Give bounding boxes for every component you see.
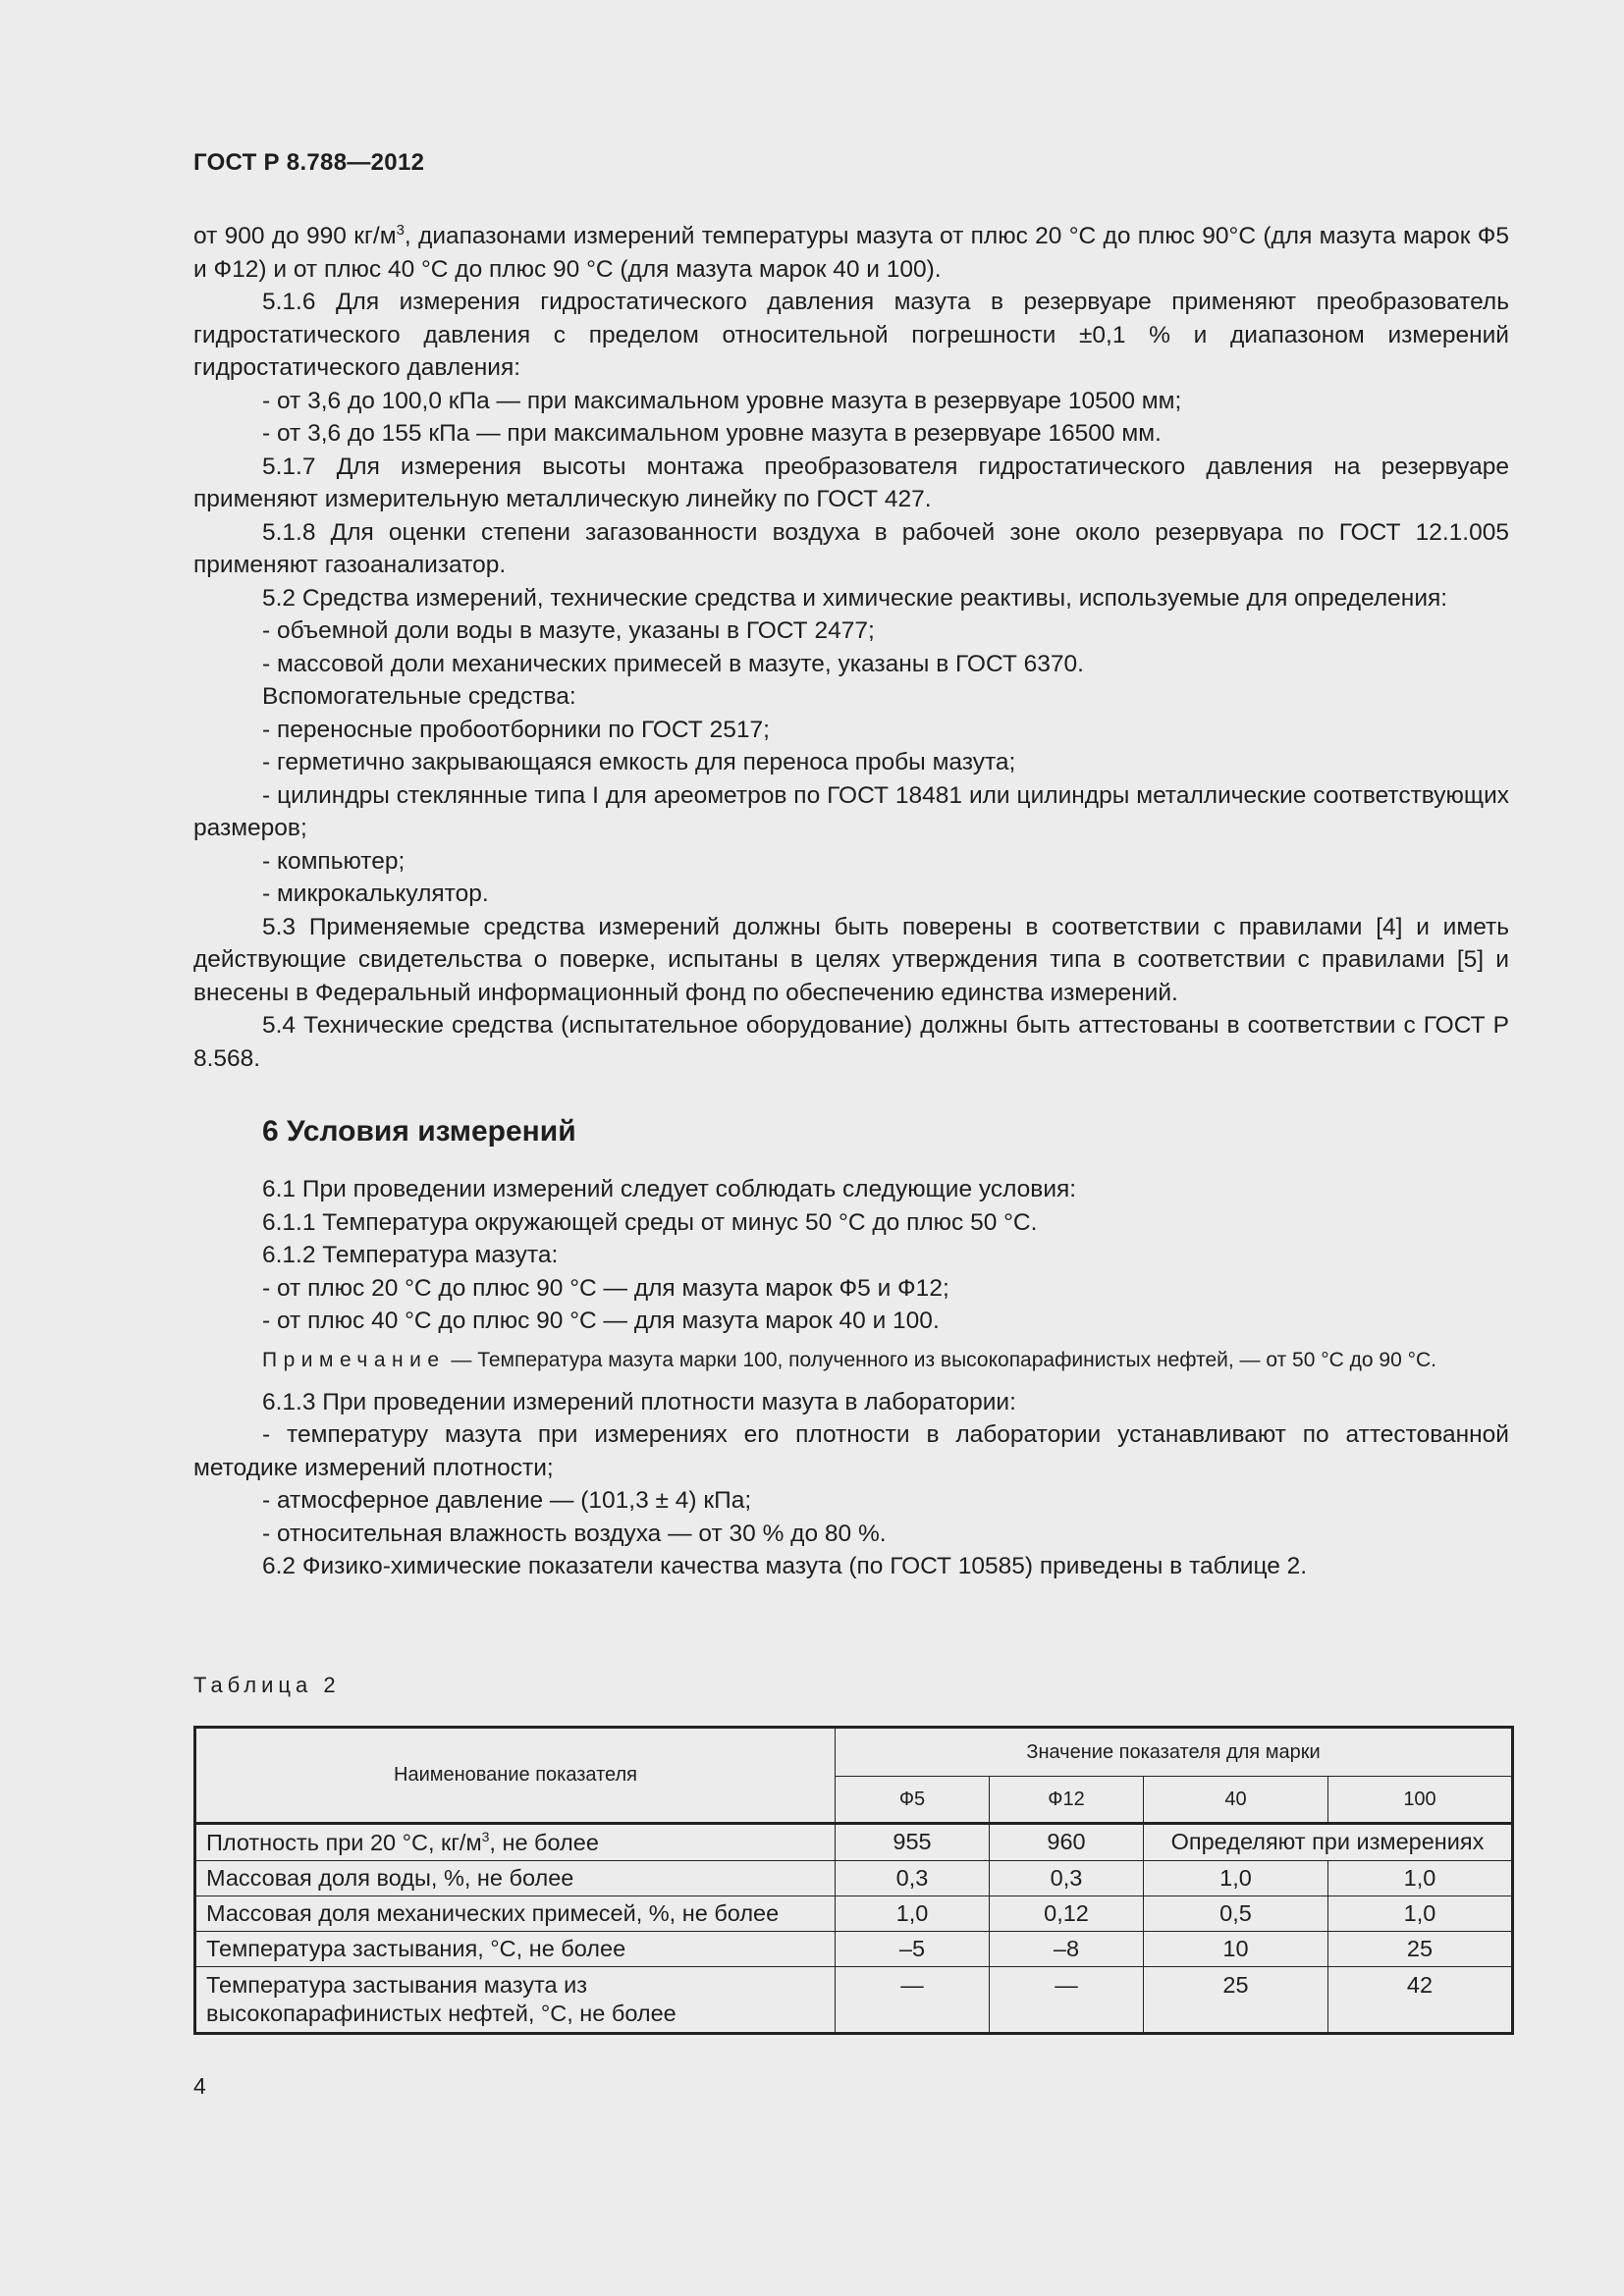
data-table (193, 1726, 1514, 2035)
paragraph-6-1-3: 6.1.3 При проведении измерений плотности мазута в лаборатории: (262, 1388, 1016, 1415)
column-header-grade: 100 (1328, 1777, 1513, 1824)
list-item: - объемной доли воды в мазуте, указаны в ГОСТ 2477; (262, 617, 875, 644)
list-item: - атмосферное давление — (101,3 ± 4) кПа; (262, 1487, 752, 1514)
list-item: - герметично закрывающаяся емкость для переноса пробы мазута; (262, 749, 1016, 775)
table-caption: Таблица 2 (193, 1673, 341, 1697)
row-label: Массовая доля механических примесей, %, не более (195, 1896, 836, 1931)
paragraph-5-1-7: 5.1.7 Для измерения высоты монтажа преобразователя гидростатического давления на резервуаре применяют измерительную металлическую линейку по ГОСТ 427. (193, 453, 1509, 512)
note-text: — Температура мазута марки 100, полученного из высокопарафинистых нефтей, — от 50 °С до 90 °С. (445, 1348, 1436, 1371)
paragraph-6-1-1: 6.1.1 Температура окружающей среды от минус 50 °С до плюс 50 °С. (262, 1208, 1038, 1236)
table-cell: 25 (1328, 1931, 1513, 1966)
list-item: - температуру мазута при измерениях его плотности в лаборатории устанавливают по аттестованной методике измерений плотности; (193, 1421, 1509, 1481)
table-cell: –5 (836, 1931, 990, 1966)
list-item: - относительная влажность воздуха — от 30 % до 80 %. (262, 1520, 887, 1547)
table-row (195, 1931, 1513, 1966)
paragraph: от 900 до 990 $кг/м^3$, диапазонами измерений температуры мазута от плюс 20 °С до плюс 90°С (для мазута марок Ф5 и Ф12) и от плюс 40 °С до плюс 90 °С (для мазута марок 40 и 100). (193, 221, 1509, 283)
note (193, 1346, 1509, 1374)
section-heading-6: 6 Условия измерений (262, 1115, 576, 1148)
list-item: - от 3,6 до 155 кПа — при максимальном уровне мазута в резервуаре 16500 мм. (262, 420, 1162, 447)
column-header-grade: 40 (1144, 1777, 1328, 1824)
table-row (195, 1824, 1513, 1861)
table-cell: 25 (1144, 1966, 1328, 2033)
table-cell: — (990, 1966, 1144, 2033)
paragraph-6-2: 6.2 Физико-химические показатели качества мазута (по ГОСТ 10585) приведены в таблице 2. (262, 1553, 1308, 1579)
paragraph-6-1-2: 6.1.2 Температура мазута: (262, 1242, 559, 1268)
document-header: ГОСТ Р 8.788—2012 (193, 149, 425, 176)
list-item: - компьютер; (262, 847, 406, 875)
row-label: Массовая доля воды, %, не более (195, 1860, 836, 1896)
list-item: - переносные пробоотборники по ГОСТ 2517; (262, 716, 770, 743)
table-cell: 1,0 (1328, 1896, 1513, 1931)
table-cell: 960 (990, 1824, 1144, 1861)
column-header-name: Наименование показателя (195, 1728, 836, 1824)
table-cell: 1,0 (1328, 1860, 1513, 1896)
page-number: 4 (193, 2073, 206, 2099)
table-cell: 1,0 (836, 1896, 990, 1931)
table-row (195, 1860, 1513, 1896)
table-row (195, 1966, 1513, 2033)
paragraph-5-1-8: 5.1.8 Для оценки степени загазованности воздуха в рабочей зоне около резервуара по ГОСТ 12.1.005 применяют газоанализатор. (193, 518, 1509, 578)
table-cell-merged: Определяют при измерениях (1144, 1824, 1513, 1861)
row-label: Температура застывания мазута из высокопарафинистых нефтей, °С, не более (195, 1966, 836, 2033)
paragraph-aux-means: Вспомогательные средства: (262, 683, 576, 710)
column-header-grade: Ф5 (836, 1777, 990, 1824)
paragraph-6-1: 6.1 При проведении измерений следует соблюдать следующие условия: (262, 1176, 1077, 1202)
table-cell: 42 (1328, 1966, 1513, 2033)
list-item: - микрокалькулятор. (262, 881, 489, 907)
row-label: Плотность при 20 °С, $кг/м^3$, не более (195, 1824, 836, 1861)
column-header-group: Значение показателя для марки (836, 1728, 1513, 1777)
list-item: - от плюс 40 °С до плюс 90 °С — для мазута марок 40 и 100. (262, 1308, 940, 1334)
paragraph-5-1-6: 5.1.6 Для измерения гидростатического давления мазута в резервуаре применяют преобразователь гидростатического давления с пределом относительной погрешности ±0,1 % и диапазоном измерений гидростатического давления: (193, 289, 1509, 381)
paragraph-5-2: 5.2 Средства измерений, технические средства и химические реактивы, используемые для определения: (262, 584, 1448, 612)
table-cell: 1,0 (1144, 1860, 1328, 1896)
list-item: - массовой доли механических примесей в мазуте, указаны в ГОСТ 6370. (262, 650, 1084, 677)
table-row (195, 1896, 1513, 1931)
row-label: Температура застывания, °С, не более (195, 1931, 836, 1966)
list-item: - от 3,6 до 100,0 кПа — при максимальном уровне мазута в резервуаре 10500 мм; (262, 387, 1182, 414)
table-cell: 0,5 (1144, 1896, 1328, 1931)
list-item: - от плюс 20 °С до плюс 90 °С — для мазута марок Ф5 и Ф12; (262, 1274, 949, 1302)
table-cell: 10 (1144, 1931, 1328, 1966)
body-text (193, 220, 1509, 1583)
list-item: - цилиндры стеклянные типа I для ареометров по ГОСТ 18481 или цилиндры металлические соответствующих размеров; (193, 781, 1509, 841)
table-cell: 955 (836, 1824, 990, 1861)
note-label: Примечание (262, 1348, 446, 1371)
table-cell: –8 (990, 1931, 1144, 1966)
paragraph-5-3: 5.3 Применяемые средства измерений должны быть поверены в соответствии с правилами [4] и иметь действующие свидетельства о поверке, испытаны в целях утверждения типа в соответствии с правилами [5] и внесены в Федеральный информационный фонд по обеспечению единства измерений. (193, 913, 1509, 1006)
column-header-grade: Ф12 (990, 1777, 1144, 1824)
table-cell: 0,12 (990, 1896, 1144, 1931)
table-cell: 0,3 (836, 1860, 990, 1896)
table-cell: 0,3 (990, 1860, 1144, 1896)
table-cell: — (836, 1966, 990, 2033)
paragraph-5-4: 5.4 Технические средства (испытательное оборудование) должны быть аттестованы в соответствии с ГОСТ Р 8.568. (193, 1012, 1509, 1072)
